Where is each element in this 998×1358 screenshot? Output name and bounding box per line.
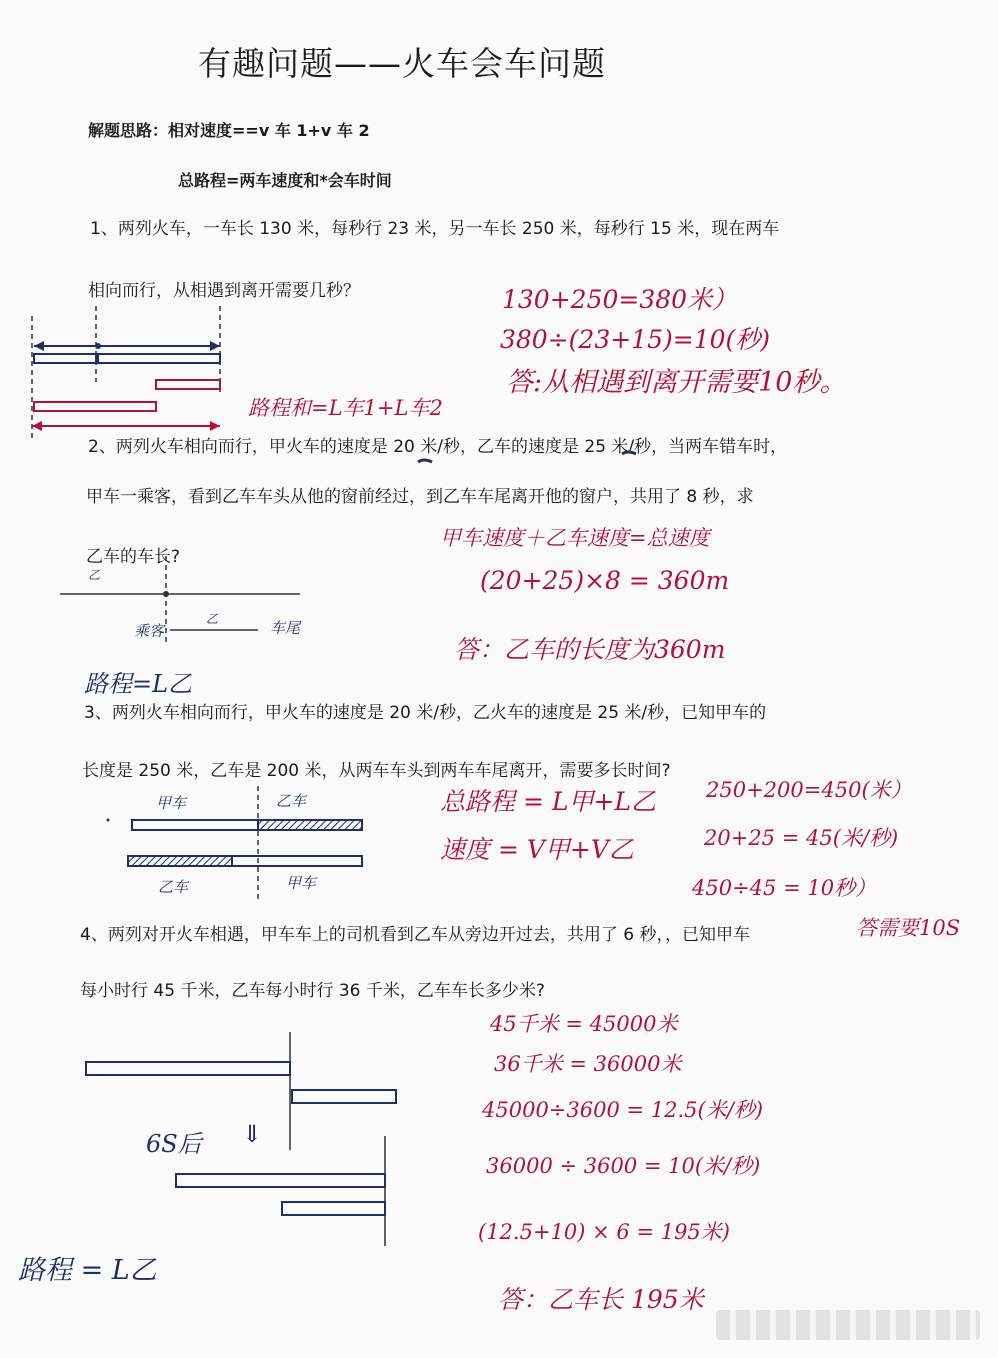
- q1-line-1: 1、两列火车，一车长 130 米，每秒行 23 米，另一车长 250 米，每秒行 15 米，现在两车: [90, 219, 780, 239]
- q2-label-b-top: 乙: [88, 568, 101, 582]
- q2-line-1: 2、两列火车相向而行，甲火车的速度是 20 米/秒，乙车的速度是 25 米/秒，当两车错车时，: [88, 437, 788, 457]
- q1-line-2: 相向而行，从相遇到离开需要几秒？: [88, 281, 360, 301]
- q1-answer: 答:从相遇到离开需要10秒。: [506, 367, 847, 398]
- q4-time-label: 6S后: [146, 1130, 202, 1158]
- q2-line-3: 乙车的车长?: [86, 547, 181, 567]
- q4-train-jia-after: [176, 1174, 385, 1187]
- q3-line-1: 3、两列火车相向而行，甲火车的速度是 20 米/秒，乙火车的速度是 25 米/秒，已知甲车的: [84, 703, 767, 723]
- q1-work-1: 130+250=380米）: [502, 285, 738, 314]
- q1-train-c: [156, 380, 220, 389]
- q4-work-4: 36000 ÷ 3600 = 10(米/秒): [486, 1154, 761, 1178]
- q4-train-yi-after: [282, 1202, 385, 1215]
- q4-train-jia-before: [86, 1062, 290, 1075]
- q2-diagram: [60, 556, 300, 646]
- page-title: 有趣问题——火车会车问题: [198, 44, 606, 83]
- q3-work-left-2: 速度 = V甲+V乙: [440, 835, 634, 864]
- q3-label-jia-bottom: 甲车: [286, 874, 317, 892]
- q4-diagram-note: 路程 = L乙: [18, 1255, 157, 1286]
- q1-diagram: [32, 306, 636, 462]
- q4-train-yi-before: [292, 1090, 396, 1103]
- q4-line-2: 每小时行 45 千米，乙车每小时行 36 千米，乙车车长多少米?: [80, 981, 545, 1001]
- q3-label-jia-top: 甲车: [156, 794, 187, 812]
- q3-train-jia-top: [132, 820, 258, 830]
- watermark-bar: [716, 1310, 980, 1340]
- q4-work-3: 45000÷3600 = 12.5(米/秒): [482, 1098, 764, 1122]
- q4-work-2: 36千米 = 36000米: [494, 1052, 682, 1076]
- q3-train-yi-top: [258, 820, 362, 830]
- q2-work-2: (20+25)×8 = 360m: [480, 566, 730, 595]
- q2-diagram-note: 路程=L乙: [84, 670, 193, 698]
- q4-line-1: 4、两列对开火车相遇，甲车车上的司机看到乙车从旁边开过去，共用了 6 秒，，已知甲车: [80, 925, 750, 945]
- q1-train-b: [98, 354, 220, 363]
- q1-train-a: [34, 354, 96, 363]
- hint-line-1: 解题思路：相对速度==v 车 1+v 车 2: [88, 121, 370, 140]
- q4-work-1: 45千米 = 45000米: [490, 1012, 678, 1036]
- q1-diagram-note: 路程和=L车1+L车2: [248, 396, 443, 420]
- q2-answer: 答：乙车的长度为360m: [454, 635, 726, 664]
- q3-work-right-2: 20+25 = 45(米/秒): [704, 826, 899, 850]
- q3-line-2: 长度是 250 米，乙车是 200 米，从两车车头到两车车尾离开，需要多长时间?: [82, 761, 671, 781]
- down-arrow-icon: ⇓: [242, 1120, 263, 1148]
- hint-line-2: 总路程=两车速度和*会车时间: [178, 171, 392, 190]
- q3-train-jia-bottom: [232, 856, 362, 866]
- q2-work-1: 甲车速度＋乙车速度=总速度: [440, 526, 710, 550]
- q4-work-5: (12.5+10) × 6 = 195米): [478, 1220, 730, 1244]
- q1-work-2: 380÷(23+15)=10(秒): [500, 325, 771, 354]
- q3-work-left-1: 总路程 = L甲+L乙: [440, 787, 656, 816]
- q3-answer: 答需要10S: [856, 916, 961, 940]
- q4-diagram: [86, 1032, 396, 1246]
- q3-work-right-3: 450÷45 = 10秒）: [692, 876, 877, 900]
- q3-work-right-1: 250+200=450(米）: [706, 778, 912, 802]
- q2-label-tail: 车尾: [270, 619, 301, 637]
- q2-label-b-mid: 乙: [206, 612, 219, 626]
- q3-train-yi-bottom: [128, 856, 232, 866]
- q4-answer: 答：乙车长 195米: [498, 1285, 704, 1314]
- q2-label-passenger: 乘客: [134, 622, 165, 640]
- q3-diagram: [107, 786, 363, 902]
- q3-label-yi-top: 乙车: [276, 792, 307, 810]
- q1-train-d: [34, 402, 156, 411]
- q2-line-2: 甲车一乘客，看到乙车车头从他的窗前经过，到乙车车尾离开他的窗户，共用了 8 秒，求: [86, 487, 754, 507]
- q3-label-yi-bottom: 乙车: [158, 878, 189, 896]
